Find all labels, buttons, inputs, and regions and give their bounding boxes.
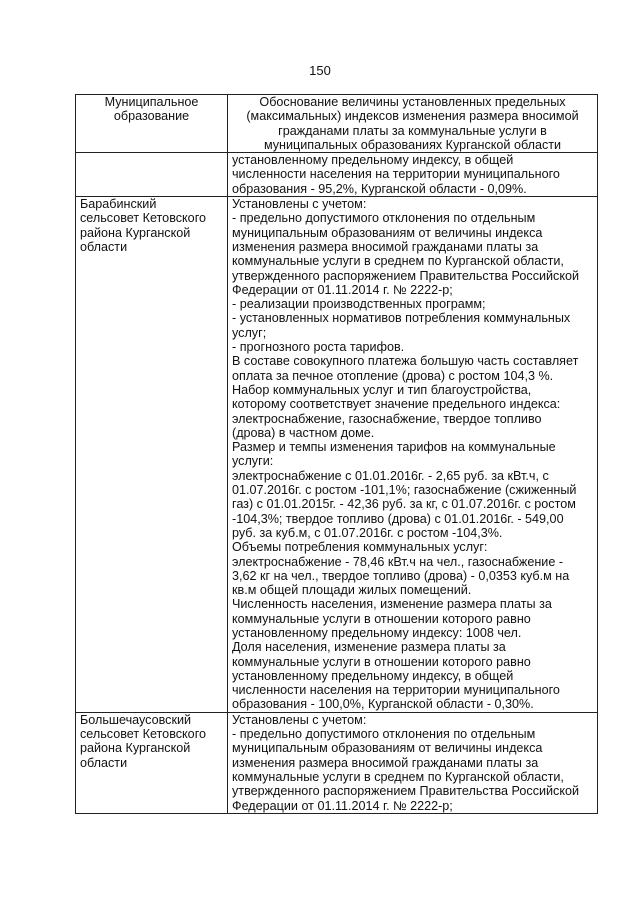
text-line: которому соответствует значение предельного индекса:: [232, 397, 561, 412]
text-line: электроснабжение с 01.01.2016г. - 2,65 руб. за кВт.ч, с: [232, 468, 549, 483]
municipality-line: сельсовет Кетовского: [80, 211, 207, 226]
text-line: - установленных нормативов потребления коммунальных: [232, 311, 571, 326]
header-line: (максимальных) индексов изменения размера вносимой: [246, 109, 579, 124]
text-line: услуги:: [232, 454, 274, 469]
text-line: кв.м общей площади жилых помещений.: [232, 583, 472, 598]
text-line: установленному предельному индексу, в общей: [232, 668, 514, 683]
text-line: Набор коммунальных услуг и тип благоустройства,: [232, 382, 532, 397]
header-municipality: [76, 95, 228, 153]
text-line: Объемы потребления коммунальных услуг:: [232, 540, 488, 555]
text-line: услуг;: [232, 325, 267, 340]
text-line: Федерации от 01.11.2014 г. № 2222-р;: [232, 798, 453, 813]
header-line: гражданами платы за коммунальные услуги в: [278, 123, 547, 138]
text-line: муниципальным образованиям от величины индекса: [232, 225, 543, 240]
municipality-cell: [76, 712, 228, 813]
text-line: установленному предельному индексу: 1008 чел.: [232, 625, 522, 640]
text-line: 01.07.2016г. с ростом -101,1%; газоснабжение (сжиженный: [232, 483, 577, 498]
text-line: Размер и темпы изменения тарифов на коммунальные: [232, 440, 556, 455]
text-line: оплата за печное отопление (дрова) с ростом 104,3 %.: [232, 368, 554, 383]
header-line: образование: [113, 109, 190, 124]
text-line: численности населения на территории муниципального: [232, 167, 560, 182]
text-line: - предельно допустимого отклонения по отдельным: [232, 727, 536, 742]
text-line: Численность населения, изменение размера платы за: [232, 597, 552, 612]
municipality-line: района Курганской: [80, 225, 191, 240]
text-line: электроснабжение - 78,46 кВт.ч на чел., газоснабжение -: [232, 554, 564, 569]
text-line: коммунальные услуги в отношении которого равно: [232, 654, 531, 669]
text-line: образования - 95,2%, Курганской области - 0,09%.: [232, 181, 527, 196]
text-line: Федерации от 01.11.2014 г. № 2222-р;: [232, 282, 453, 297]
header-row: [76, 95, 598, 153]
text-line: численности населения на территории муниципального: [232, 683, 560, 698]
text-line: коммунальные услуги в среднем по Курганской области,: [232, 769, 564, 784]
text-line: Установлены с учетом:: [232, 712, 367, 727]
text-line: В составе совокупного платежа большую часть составляет: [232, 354, 579, 369]
text-line: Установлены с учетом:: [232, 197, 367, 212]
municipality-line: Барабинский: [80, 197, 157, 212]
municipality-cell: [76, 197, 228, 713]
text-line: - предельно допустимого отклонения по отдельным: [232, 211, 536, 226]
text-line: утвержденного распоряжением Правительства Российской: [232, 784, 580, 799]
municipality-line: области: [80, 239, 128, 254]
municipality-line: района Курганской: [80, 741, 191, 756]
text-line: изменения размера вносимой гражданами платы за: [232, 755, 539, 770]
table-row: [76, 153, 598, 197]
justification-cell: [228, 197, 598, 713]
text-line: руб. за куб.м, с 01.07.2016г. с ростом -104,3%.: [232, 525, 503, 540]
municipality-line: области: [80, 755, 128, 770]
table-body: [76, 95, 598, 814]
text-line: муниципальным образованиям от величины индекса: [232, 741, 543, 756]
municipality-line: Большечаусовский: [80, 712, 192, 727]
text-line: - реализации производственных программ;: [232, 297, 486, 312]
text-line: электроснабжение, газоснабжение, твердое топливо: [232, 411, 542, 426]
text-line: установленному предельному индексу, в общей: [232, 153, 514, 168]
justification-cell: [228, 712, 598, 813]
text-line: 3,62 кг на чел., твердое топливо (дрова) - 0,0353 куб.м на: [232, 568, 570, 583]
text-line: (дрова) в частном доме.: [232, 425, 375, 440]
header-line: Муниципальное: [104, 95, 199, 109]
justification-table: [75, 94, 598, 814]
text-line: коммунальные услуги в среднем по Курганской области,: [232, 254, 564, 269]
municipality-cell: [76, 153, 228, 197]
text-line: - прогнозного роста тарифов.: [232, 340, 405, 355]
text-line: газ) с 01.01.2015г. - 42,36 руб. за кг, с 01.07.2016г. с ростом: [232, 497, 576, 512]
text-line: коммунальные услуги в отношении которого равно: [232, 611, 531, 626]
page-number: 150: [309, 63, 331, 78]
header-justification: [228, 95, 598, 153]
header-line: Обоснование величины установленных предельных: [259, 95, 566, 109]
justification-cell: [228, 153, 598, 197]
text-line: утвержденного распоряжением Правительства Российской: [232, 268, 580, 283]
header-line: муниципальных образованиях Курганской области: [263, 137, 562, 152]
municipality-line: сельсовет Кетовского: [80, 727, 207, 742]
text-line: изменения размера вносимой гражданами платы за: [232, 239, 539, 254]
text-line: Доля населения, изменение размера платы за: [232, 640, 506, 655]
text-line: образования - 100,0%, Курганской области - 0,30%.: [232, 697, 534, 712]
text-line: -104,3%; твердое топливо (дрова) с 01.01.2016г. - 549,00: [232, 511, 564, 526]
table-row: [76, 197, 598, 713]
table-row: [76, 712, 598, 813]
